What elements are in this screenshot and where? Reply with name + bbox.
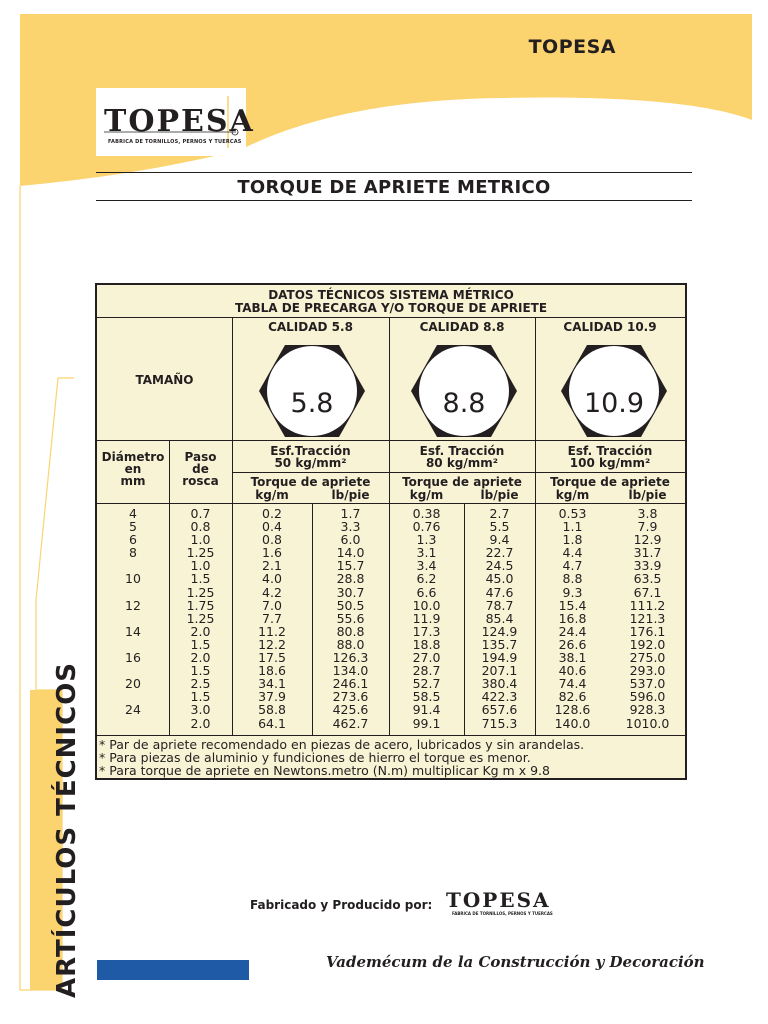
pitch-column: 0.7 0.8 1.0 1.25 1.0 1.5 1.25 1.75 1.25 2.0 1.5 2.0 1.5 2.5 1.5 3.0 2.0 [186, 506, 215, 731]
torque-label: Torque de apriete [550, 475, 670, 489]
divider [97, 735, 685, 736]
bolt-head-5-8-icon [257, 341, 367, 441]
manufacturer-label: Fabricado y Producido por: [250, 898, 433, 912]
divider [97, 503, 685, 504]
tensile-value: 100 kg/mm² [569, 456, 651, 470]
footer-logo-subtitle: FABRICA DE TORNILLOS, PERNOS Y TUERCAS [452, 911, 553, 916]
grade-label-8-8: CALIDAD 8.8 [419, 320, 505, 334]
size-header: TAMAÑO [135, 373, 194, 387]
grade-label-5-8: CALIDAD 5.8 [268, 320, 353, 334]
torque-table [95, 283, 687, 780]
grade-5-8-lbpie-column: 1.7 3.3 6.0 14.0 15.7 28.8 30.7 50.5 55.6 80.8 88.0 126.3 134.0 246.1 273.6 425.6 462.7 [332, 506, 369, 731]
tensile-label: Esf.Tracción [270, 444, 351, 458]
bolt-head-10-9-icon [559, 341, 669, 441]
unit-kgm: kg/m [555, 488, 590, 502]
divider [97, 440, 685, 441]
diameter-column: 4 5 6 8 10 12 14 16 20 24 [125, 506, 141, 718]
note-line: * Para torque de apriete en Newtons.metro (N.m) multiplicar Kg m x 9.8 [99, 763, 550, 778]
tensile-value: 80 kg/mm² [425, 456, 499, 470]
note-line: * Par de apriete recomendado en piezas de acero, lubricados y sin arandelas. [99, 737, 585, 752]
torque-label: Torque de apriete [250, 475, 371, 489]
title-rule-bottom [96, 200, 692, 201]
note-line: * Para piezas de aluminio y fundiciones de hierro el torque es menor. [99, 750, 531, 765]
unit-kgm: kg/m [255, 488, 289, 502]
table-title: DATOS TÉCNICOS SISTEMA MÉTRICO [268, 288, 514, 302]
bolt-head-label: 10.9 [583, 388, 645, 419]
title-rule-top [96, 172, 692, 173]
brand-name-top: TOPESA [528, 36, 616, 58]
publication-name: Vademécum de la Construcción y Decoración [326, 953, 705, 971]
footer-logo-wordmark: TOPESA [446, 888, 551, 912]
bolt-head-label: 8.8 [442, 388, 486, 419]
grade-8-8-lbpie-column: 2.7 5.5 9.4 22.7 24.5 45.0 47.6 78.7 85.4 124.9 135.7 194.9 207.1 380.4 422.3 657.6 715.3 [481, 506, 518, 731]
tensile-value: 50 kg/mm² [274, 456, 347, 470]
unit-lbpie: lb/pie [480, 488, 519, 502]
blue-accent-bar [97, 960, 249, 980]
table-subtitle: TABLA DE PRECARGA Y/O TORQUE DE APRIETE [234, 301, 548, 315]
divider [232, 472, 685, 473]
logo-wordmark: TOPESA [104, 104, 255, 139]
tensile-label: Esf. Tracción [567, 444, 653, 458]
logo-subtitle: FABRICA DE TORNILLOS, PERNOS Y TUERCAS [108, 139, 242, 145]
diameter-header: Diámetro en mm [101, 450, 165, 488]
bolt-head-label: 5.8 [290, 388, 334, 419]
unit-lbpie: lb/pie [331, 488, 370, 502]
grade-10-9-lbpie-column: 3.8 7.9 12.9 31.7 33.9 63.5 67.1 111.2 121.3 176.1 192.0 275.0 293.0 537.0 596.0 928.3 1010.0 [625, 506, 670, 731]
grade-label-10-9: CALIDAD 10.9 [563, 320, 657, 334]
pitch-header: Paso de rosca [182, 450, 219, 488]
grade-5-8-kgm-column: 0.2 0.4 0.8 1.6 2.1 4.0 4.2 7.0 7.7 11.2 12.2 17.5 18.6 34.1 37.9 58.8 64.1 [258, 506, 286, 731]
sidebar-section-label: ARTÍCULOS TÉCNICOS [52, 661, 82, 998]
grade-8-8-kgm-column: 0.38 0.76 1.3 3.1 3.4 6.2 6.6 10.0 11.9 17.3 18.8 27.0 28.7 52.7 58.5 91.4 99.1 [412, 506, 441, 731]
unit-lbpie: lb/pie [628, 488, 667, 502]
divider [97, 317, 685, 318]
bolt-head-8-8-icon [409, 341, 519, 441]
unit-kgm: kg/m [409, 488, 444, 502]
tensile-label: Esf. Tracción [419, 444, 505, 458]
grade-10-9-kgm-column: 0.53 1.1 1.8 4.4 4.7 8.8 9.3 15.4 16.8 24.4 26.6 38.1 40.6 74.4 82.6 128.6 140.0 [554, 506, 591, 731]
page-title: TORQUE DE APRIETE METRICO [237, 177, 551, 198]
torque-label: Torque de apriete [402, 475, 522, 489]
